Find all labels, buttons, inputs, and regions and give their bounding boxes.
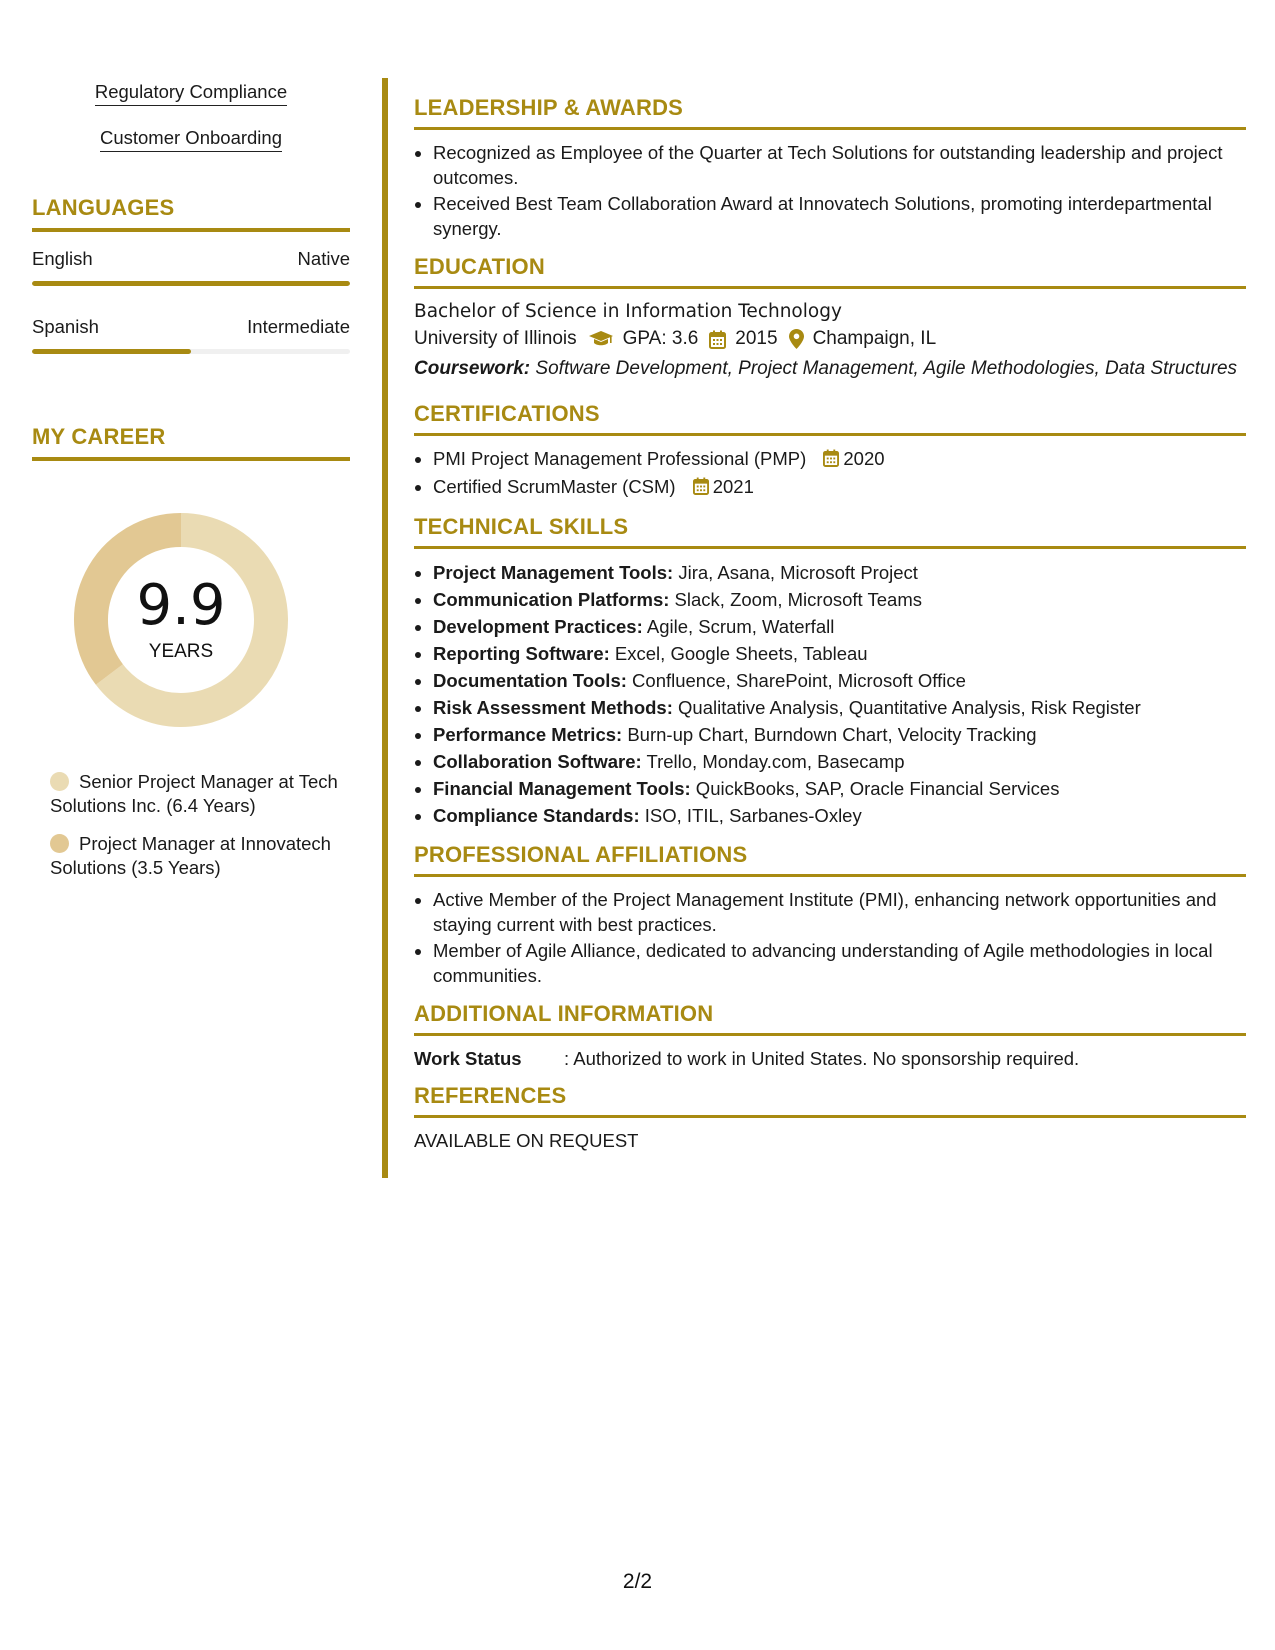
skill-value: Agile, Scrum, Waterfall bbox=[642, 616, 835, 637]
career-legend bbox=[50, 770, 340, 880]
coursework-label: Coursework: bbox=[414, 358, 531, 379]
left-column bbox=[32, 78, 350, 894]
skill-value: Burn-up Chart, Burndown Chart, Velocity Tracking bbox=[622, 724, 1037, 745]
affiliations-heading: PROFESSIONAL AFFILIATIONS bbox=[414, 842, 1246, 877]
references-text: AVAILABLE ON REQUEST bbox=[414, 1130, 639, 1151]
career-item-text: Senior Project Manager at Tech Solutions Inc. (6.4 Years) bbox=[50, 771, 338, 816]
skill-tags bbox=[32, 78, 350, 170]
map-pin-icon bbox=[789, 329, 804, 349]
language-proficiency-fill bbox=[32, 349, 191, 354]
leadership-heading: LEADERSHIP & AWARDS bbox=[414, 95, 1246, 130]
page-number: 2/2 bbox=[622, 1570, 653, 1593]
language-level: Intermediate bbox=[247, 316, 350, 337]
skill-value: Trello, Monday.com, Basecamp bbox=[641, 751, 905, 772]
skill-label: Documentation Tools: bbox=[433, 670, 627, 691]
gpa: GPA: 3.6 bbox=[622, 328, 699, 349]
skill-label: Development Practices: bbox=[433, 616, 643, 637]
education-details bbox=[414, 328, 1246, 350]
certifications-heading: CERTIFICATIONS bbox=[414, 401, 1246, 436]
skill-label: Risk Assessment Methods: bbox=[433, 697, 673, 718]
skill-label: Communication Platforms: bbox=[433, 589, 670, 610]
skill-item bbox=[433, 748, 1246, 775]
education-section bbox=[414, 254, 1246, 381]
skill-label: Reporting Software: bbox=[433, 643, 610, 664]
language-proficiency-fill bbox=[32, 281, 350, 286]
list-item: • Received Best Team Collaboration Award at Innovatech Solutions, promoting interdepartmental synergy. bbox=[433, 191, 1246, 241]
certification-item bbox=[433, 446, 1246, 473]
education-heading: EDUCATION bbox=[414, 254, 1246, 289]
language-name: English bbox=[32, 248, 93, 269]
graduation-cap-icon bbox=[588, 330, 614, 348]
technical-skills-heading: TECHNICAL SKILLS bbox=[414, 514, 1246, 549]
certification-name: PMI Project Management Professional (PMP) bbox=[433, 448, 807, 469]
skill-label: Compliance Standards: bbox=[433, 805, 640, 826]
skill-item bbox=[433, 559, 1246, 586]
skill-item bbox=[433, 640, 1246, 667]
calendar-icon bbox=[693, 476, 709, 501]
calendar-icon bbox=[709, 330, 726, 349]
languages-heading: LANGUAGES bbox=[32, 195, 350, 232]
work-status-value: : Authorized to work in United States. No sponsorship required. bbox=[564, 1048, 1080, 1069]
right-column bbox=[414, 95, 1246, 1165]
skill-value: Confluence, SharePoint, Microsoft Office bbox=[626, 670, 966, 691]
legend-dot-icon bbox=[50, 772, 69, 791]
career-legend-item bbox=[50, 770, 340, 818]
career-total-years: 9.9 bbox=[136, 573, 226, 638]
skill-value: ISO, ITIL, Sarbanes-Oxley bbox=[639, 805, 862, 826]
skill-tag: Regulatory Compliance bbox=[95, 78, 287, 106]
school-name: University of Illinois bbox=[414, 328, 577, 349]
certification-year: 2020 bbox=[843, 448, 885, 469]
list-item: • Member of Agile Alliance, dedicated to advancing understanding of Agile methodologies in local communities. bbox=[433, 938, 1246, 988]
language-english bbox=[32, 248, 350, 286]
references-section bbox=[414, 1083, 1246, 1152]
language-level: Native bbox=[297, 248, 350, 269]
language-spanish bbox=[32, 316, 350, 354]
skill-label: Collaboration Software: bbox=[433, 751, 642, 772]
language-name: Spanish bbox=[32, 316, 99, 337]
additional-info-section bbox=[414, 1001, 1246, 1070]
certification-item bbox=[433, 474, 1246, 501]
skill-item bbox=[433, 694, 1246, 721]
coursework-list: Software Development, Project Management, Agile Methodologies, Data Structures bbox=[530, 358, 1238, 379]
calendar-icon bbox=[823, 448, 839, 473]
language-proficiency-bar bbox=[32, 281, 350, 286]
skill-value: Jira, Asana, Microsoft Project bbox=[673, 562, 918, 583]
certification-year: 2021 bbox=[712, 476, 754, 497]
skill-value: Slack, Zoom, Microsoft Teams bbox=[669, 589, 922, 610]
career-donut-chart bbox=[66, 505, 296, 735]
technical-skills-section bbox=[414, 514, 1246, 829]
skill-label: Performance Metrics: bbox=[433, 724, 623, 745]
certifications-section bbox=[414, 401, 1246, 501]
leadership-section bbox=[414, 95, 1246, 241]
affiliations-section bbox=[414, 842, 1246, 988]
degree-title: Bachelor of Science in Information Technology bbox=[414, 301, 842, 322]
career-heading: MY CAREER bbox=[32, 424, 350, 461]
skill-value: Excel, Google Sheets, Tableau bbox=[609, 643, 868, 664]
school-location: Champaign, IL bbox=[812, 328, 937, 349]
language-proficiency-bar bbox=[32, 349, 350, 354]
skill-label: Project Management Tools: bbox=[433, 562, 674, 583]
legend-dot-icon bbox=[50, 834, 69, 853]
skill-item bbox=[433, 721, 1246, 748]
coursework bbox=[414, 356, 1246, 381]
skill-label: Financial Management Tools: bbox=[433, 778, 691, 799]
work-status-row bbox=[414, 1048, 1246, 1070]
skill-value: QuickBooks, SAP, Oracle Financial Services bbox=[690, 778, 1060, 799]
career-legend-item bbox=[50, 832, 340, 880]
skill-item bbox=[433, 775, 1246, 802]
skill-item bbox=[433, 613, 1246, 640]
additional-info-heading: ADDITIONAL INFORMATION bbox=[414, 1001, 1246, 1036]
skill-tag: Customer Onboarding bbox=[100, 124, 282, 152]
career-years-label: YEARS bbox=[148, 641, 214, 662]
certification-name: Certified ScrumMaster (CSM) bbox=[433, 476, 676, 497]
skill-item bbox=[433, 802, 1246, 829]
references-heading: REFERENCES bbox=[414, 1083, 1246, 1118]
column-divider bbox=[382, 78, 388, 1178]
work-status-label: Work Status bbox=[414, 1048, 522, 1069]
list-item: • Active Member of the Project Management Institute (PMI), enhancing network opportunities and staying current with best practices. bbox=[433, 887, 1246, 937]
skill-item bbox=[433, 667, 1246, 694]
graduation-year: 2015 bbox=[735, 328, 778, 349]
skill-item bbox=[433, 586, 1246, 613]
list-item: • Recognized as Employee of the Quarter at Tech Solutions for outstanding leadership and project outcomes. bbox=[433, 140, 1246, 190]
career-item-text: Project Manager at Innovatech Solutions (3.5 Years) bbox=[50, 833, 331, 878]
skill-value: Qualitative Analysis, Quantitative Analysis, Risk Register bbox=[672, 697, 1141, 718]
